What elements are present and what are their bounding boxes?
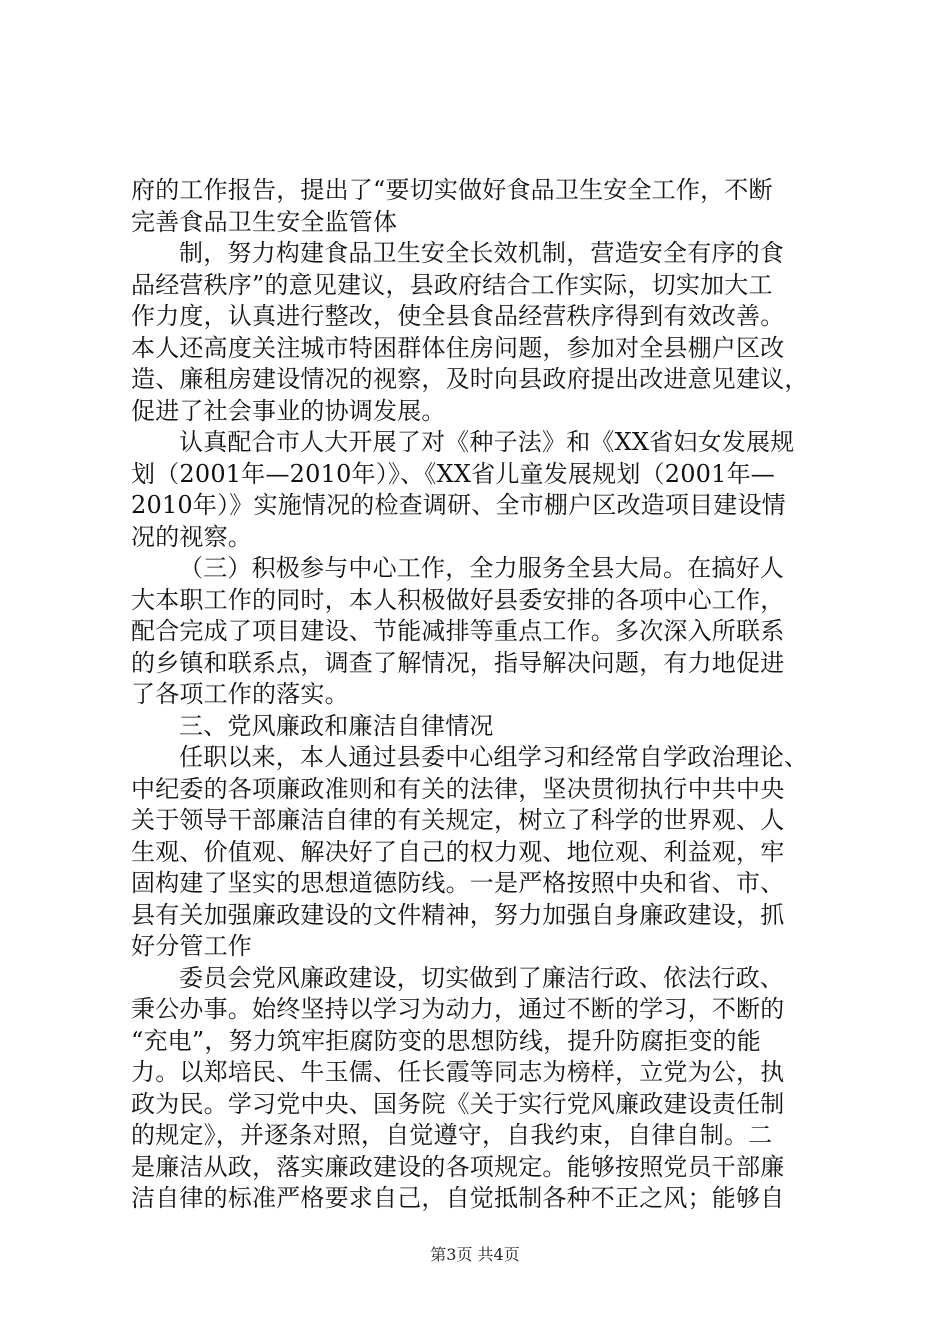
text-line: 了各项工作的落实。 bbox=[131, 680, 349, 708]
text-line: 三、党风廉政和廉洁自律情况 bbox=[179, 711, 494, 740]
text-line: 委员会党风廉政建设，切实做到了廉洁行政、依法行政、 bbox=[179, 963, 784, 992]
text-line: 县有关加强廉政建设的文件精神，努力加强自身廉政建设，抓 bbox=[131, 900, 785, 929]
text-line: 是廉洁从政，落实廉政建设的各项规定。能够按照党员干部廉 bbox=[131, 1152, 785, 1181]
document-body bbox=[131, 175, 831, 1215]
text-line: “充电”，努力筑牢拒腐防变的思想防线，提升防腐拒变的能 bbox=[131, 1026, 761, 1055]
text-line: 况的视察。 bbox=[131, 522, 252, 551]
text-line: 的乡镇和联系点，调查了解情况，指导解决问题，有力地促进 bbox=[131, 648, 785, 677]
text-line: 秉公办事。始终坚持以学习为动力，通过不断的学习，不断的 bbox=[131, 995, 785, 1023]
text-line: 力。以郑培民、牛玉儒、任长霞等同志为榜样，立党为公，执 bbox=[131, 1058, 785, 1086]
text-line: 的规定》，并逐条对照，自觉遵守，自我约束，自律自制。二 bbox=[131, 1121, 773, 1149]
text-line: 划（2001年—2010年）》、《XX省儿童发展规划（2001年— bbox=[131, 459, 776, 488]
text-line: 府的工作报告，提出了“要切实做好食品卫生安全工作，不断 bbox=[131, 176, 773, 204]
text-line: 品经营秩序”的意见建议，县政府结合工作实际，切实加大工 bbox=[131, 270, 773, 299]
text-line: 配合完成了项目建设、节能减排等重点工作。多次深入所联系 bbox=[131, 617, 785, 645]
text-line: 促进了社会事业的协调发展。 bbox=[131, 396, 446, 425]
text-line: 中纪委的各项廉政准则和有关的法律，坚决贯彻执行中共中央 bbox=[131, 774, 785, 803]
text-line: 制，努力构建食品卫生安全长效机制，营造安全有序的食 bbox=[179, 239, 784, 267]
page-footer: 第3页 共4页 bbox=[430, 1245, 520, 1264]
text-line: 完善食品卫生安全监管体 bbox=[131, 207, 398, 236]
text-line: （三）积极参与中心工作，全力服务全县大局。在搞好人 bbox=[179, 554, 784, 582]
text-line: 大本职工作的同时，本人积极做好县委安排的各项中心工作， bbox=[131, 585, 785, 614]
text-line: 生观、价值观、解决好了自己的权力观、地位观、利益观，牢 bbox=[131, 837, 785, 866]
text-line: 关于领导干部廉洁自律的有关规定，树立了科学的世界观、人 bbox=[131, 806, 785, 834]
text-line: 洁自律的标准严格要求自己，自觉抵制各种不正之风；能够自 bbox=[131, 1184, 785, 1212]
text-line: 政为民。学习党中央、国务院《关于实行党风廉政建设责任制 bbox=[131, 1089, 785, 1118]
text-line: 任职以来，本人通过县委中心组学习和经常自学政治理论、 bbox=[179, 743, 809, 771]
text-line: 作力度，认真进行整改，使全县食品经营秩序得到有效改善。 bbox=[131, 302, 785, 330]
text-line: 本人还高度关注城市特困群体住房问题，参加对全县棚户区改 bbox=[131, 333, 785, 362]
text-line: 认真配合市人大开展了对《种子法》和《XX省妇女发展规 bbox=[179, 428, 795, 456]
text-line: 2010年）》实施情况的检查调研、全市棚户区改造项目建设情 bbox=[131, 491, 786, 519]
text-line: 好分管工作 bbox=[131, 932, 252, 960]
text-line: 造、廉租房建设情况的视察，及时向县政府提出改进意见建议， bbox=[131, 365, 809, 393]
text-line: 固构建了坚实的思想道德防线。一是严格按照中央和省、市、 bbox=[131, 869, 785, 897]
